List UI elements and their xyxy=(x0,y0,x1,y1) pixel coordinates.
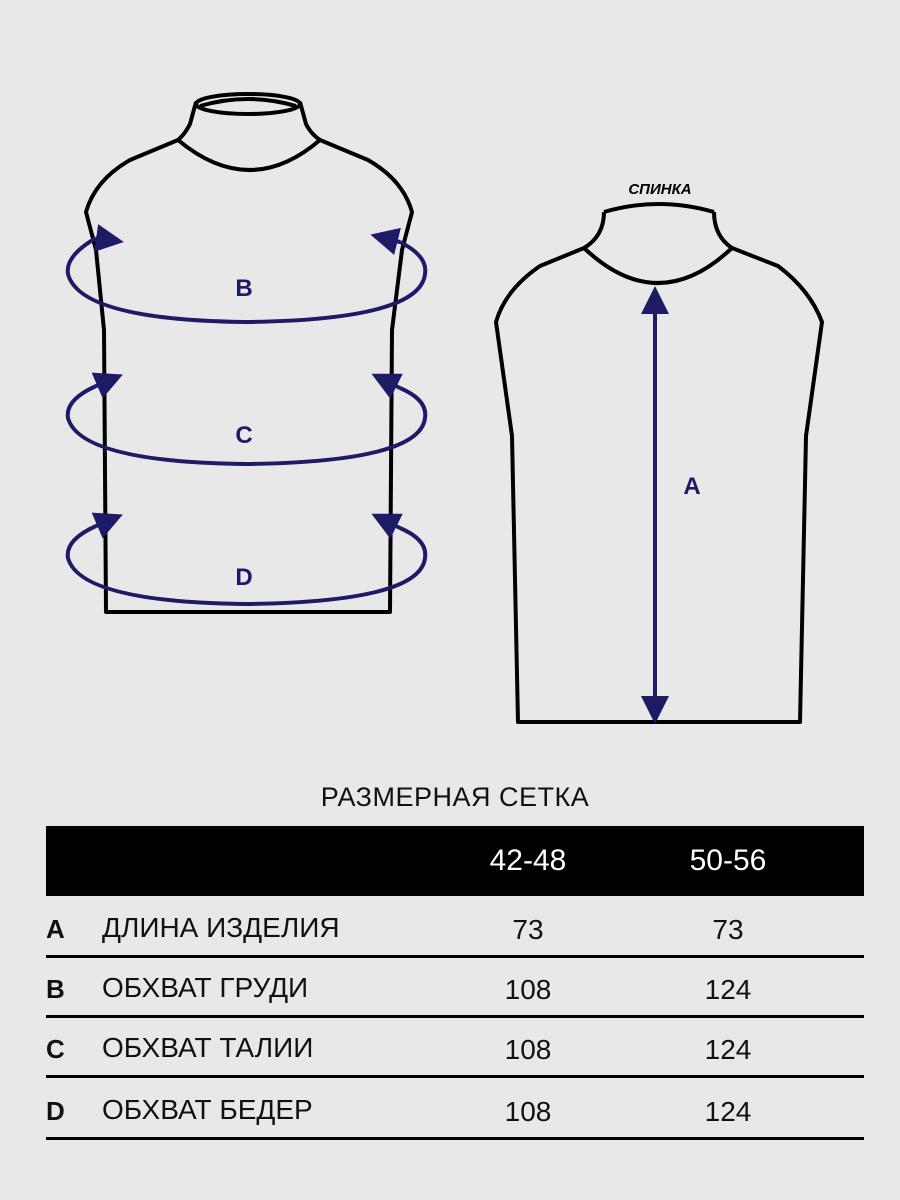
back-collar-top xyxy=(604,204,714,212)
label-a: A xyxy=(683,473,701,500)
row-value-1: 108 xyxy=(504,1096,552,1127)
front-body-outline xyxy=(86,140,412,612)
row-value-2: 124 xyxy=(704,1096,752,1127)
back-collar xyxy=(584,212,732,248)
table-title: РАЗМЕРНАЯ СЕТКА xyxy=(320,782,590,812)
row-name: ОБХВАТ ТАЛИИ xyxy=(102,1032,314,1063)
table-header xyxy=(46,826,864,896)
table-row xyxy=(46,1020,864,1078)
row-value-2: 73 xyxy=(712,914,744,945)
row-name: ОБХВАТ ГРУДИ xyxy=(102,972,309,1003)
size-header-2: 50-56 xyxy=(689,844,767,877)
label-d: D xyxy=(235,564,253,591)
row-divider xyxy=(46,955,864,958)
row-value-1: 73 xyxy=(512,914,544,945)
measure-loop-d xyxy=(68,520,426,604)
row-divider xyxy=(46,1075,864,1078)
row-code: A xyxy=(46,914,65,944)
label-c: C xyxy=(235,422,253,449)
back-view xyxy=(496,204,822,722)
row-value-1: 108 xyxy=(504,1034,552,1065)
back-body-outline xyxy=(496,248,822,722)
back-view-label: СПИНКА xyxy=(628,181,692,198)
back-neck-line xyxy=(584,248,732,283)
size-header-1: 42-48 xyxy=(489,844,567,877)
row-value-2: 124 xyxy=(704,974,752,1005)
label-b: B xyxy=(235,275,253,302)
row-divider xyxy=(46,1015,864,1018)
table-row xyxy=(46,900,864,958)
row-value-1: 108 xyxy=(504,974,552,1005)
table-row xyxy=(46,1082,864,1140)
front-collar-rim xyxy=(200,99,296,106)
row-code: B xyxy=(46,974,65,1004)
row-name: ДЛИНА ИЗДЕЛИЯ xyxy=(102,912,340,943)
row-code: D xyxy=(46,1096,65,1126)
row-divider xyxy=(46,1137,864,1140)
row-code: C xyxy=(46,1034,65,1064)
front-neck-inner xyxy=(178,140,320,170)
table-row xyxy=(46,960,864,1018)
row-name: ОБХВАТ БЕДЕР xyxy=(102,1094,313,1125)
row-value-2: 124 xyxy=(704,1034,752,1065)
front-view xyxy=(86,94,412,612)
